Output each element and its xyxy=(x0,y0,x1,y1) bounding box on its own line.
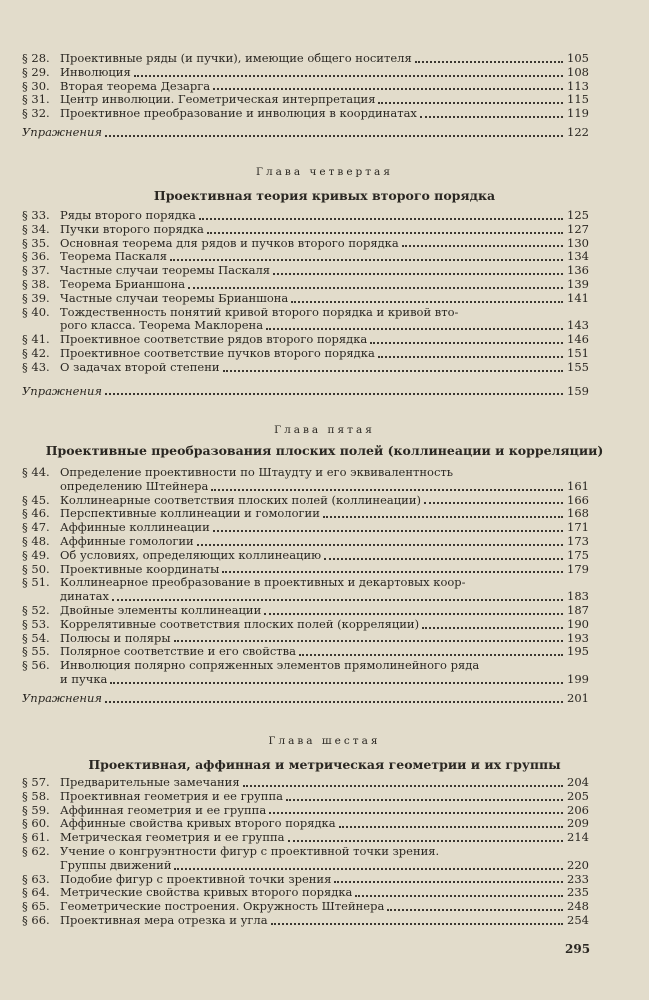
page-number: 199 xyxy=(567,671,589,686)
exercises-label: Упражнения xyxy=(22,691,102,705)
toc-block-chapter-4 xyxy=(22,209,589,398)
toc-entry[interactable] xyxy=(22,576,589,590)
section-number: § 47. xyxy=(22,520,50,535)
dot-leader xyxy=(271,922,563,925)
chapter-title: Проективная, аффинная и метрическая геометрии и их группы xyxy=(88,757,561,772)
dot-leader xyxy=(299,653,563,656)
section-number: § 40. xyxy=(22,304,50,319)
toc-entry[interactable] xyxy=(22,237,589,251)
section-number: § 46. xyxy=(22,506,50,521)
entry-title: Аффинные свойства кривых второго порядка xyxy=(60,817,336,831)
entry-title: Коллинеарные соответствия плоских полей (коллинеации) xyxy=(60,493,421,507)
entry-title: Проективные ряды (и пучки), имеющие общего носителя xyxy=(60,52,412,65)
entry-title: Аффинные коллинеации xyxy=(60,521,210,535)
toc-entry[interactable] xyxy=(22,466,589,480)
entry-title: Полярное соответствие и его свойства xyxy=(60,645,296,659)
entry-title: Полюсы и поляры xyxy=(60,631,171,645)
section-number: § 51. xyxy=(22,575,50,590)
section-number: § 59. xyxy=(22,802,50,817)
dot-leader xyxy=(286,798,563,801)
section-number: § 42. xyxy=(22,345,50,360)
page-number: 235 xyxy=(567,885,589,900)
toc-entry[interactable] xyxy=(22,333,589,347)
dot-leader xyxy=(324,557,563,560)
section-number: § 31. xyxy=(22,92,50,107)
page-number: 195 xyxy=(567,644,589,659)
section-number: § 57. xyxy=(22,775,50,789)
page-number: 143 xyxy=(567,318,589,333)
toc-entry[interactable] xyxy=(22,873,589,887)
entry-title: Вторая теорема Дезарга xyxy=(60,79,211,93)
entry-title: Инволюция xyxy=(60,65,131,79)
dot-leader xyxy=(323,515,563,518)
dot-leader xyxy=(105,392,563,395)
entry-title: Проективная мера отрезка и угла xyxy=(60,913,268,927)
entry-title: Геометрические построения. Окружность Штейнера xyxy=(60,900,385,914)
toc-entry[interactable] xyxy=(22,306,589,320)
page-footer-number: 295 xyxy=(565,942,591,956)
toc-entry[interactable] xyxy=(22,845,589,859)
dot-leader xyxy=(213,529,563,532)
dot-leader xyxy=(188,286,563,289)
entry-title-continuation: определению Штейнера xyxy=(60,479,209,493)
entry-title: Метрические свойства кривых второго порядка xyxy=(60,886,353,900)
page-number: 130 xyxy=(567,235,589,250)
dot-leader xyxy=(339,825,563,828)
dot-leader xyxy=(422,626,563,629)
section-number: § 36. xyxy=(22,249,50,264)
page-number: 201 xyxy=(567,690,589,705)
dot-leader xyxy=(420,115,563,118)
section-number: § 45. xyxy=(22,492,50,507)
dot-leader xyxy=(174,639,563,642)
dot-leader xyxy=(105,700,563,703)
entry-title: Теорема Паскаля xyxy=(60,250,167,264)
section-number: § 39. xyxy=(22,290,50,305)
toc-entry[interactable] xyxy=(22,278,589,292)
section-number: § 53. xyxy=(22,616,50,631)
entry-title: О задачах второй степени xyxy=(60,360,220,374)
page-number: 119 xyxy=(567,106,589,121)
toc-entry[interactable] xyxy=(22,209,589,223)
entry-title-continuation: Группы движений xyxy=(60,858,172,872)
exercises-label: Упражнения xyxy=(22,125,102,139)
section-number: § 64. xyxy=(22,885,50,900)
section-number: § 43. xyxy=(22,359,50,374)
page-number: 233 xyxy=(567,871,589,886)
page-number: 171 xyxy=(567,520,589,535)
dot-leader xyxy=(424,501,563,504)
entry-title: Центр инволюции. Геометрическая интерпретация xyxy=(60,93,376,107)
dot-leader xyxy=(402,244,563,247)
toc-entry-continuation[interactable] xyxy=(22,673,589,687)
dot-leader xyxy=(213,87,563,90)
section-number: § 56. xyxy=(22,658,50,673)
toc-entry-exercises[interactable] xyxy=(22,692,589,706)
toc-block-chapter-5 xyxy=(22,466,589,706)
dot-leader xyxy=(112,598,563,601)
section-number: § 34. xyxy=(22,221,50,236)
page-number: 173 xyxy=(567,533,589,548)
dot-leader xyxy=(174,867,563,870)
chapter-title: Проективные преобразования плоских полей (коллинеации и корреляции) xyxy=(45,443,604,458)
page-number: 125 xyxy=(567,208,589,222)
entry-title: Частные случаи теоремы Паскаля xyxy=(60,264,271,278)
toc-entry[interactable] xyxy=(22,80,589,94)
entry-title: Теорема Брианшона xyxy=(60,277,186,291)
toc-entry[interactable] xyxy=(22,804,589,818)
entry-title: Частные случаи теоремы Брианшона xyxy=(60,291,289,305)
page-number: 187 xyxy=(567,602,589,617)
page-number: 204 xyxy=(567,775,589,789)
entry-title: Аффинные гомологии xyxy=(60,534,194,548)
toc-entry[interactable] xyxy=(22,107,589,121)
chapter-label: Глава пятая xyxy=(274,424,375,436)
page-number: 175 xyxy=(567,547,589,562)
toc-entry[interactable] xyxy=(22,659,589,673)
page-number: 151 xyxy=(567,345,589,360)
entry-title: Тождественность понятий кривой второго порядка и кривой вто- xyxy=(60,305,459,319)
page-number: 105 xyxy=(567,51,589,65)
section-number: § 65. xyxy=(22,899,50,914)
page-number: 254 xyxy=(567,912,589,927)
toc-entry[interactable] xyxy=(22,549,589,563)
dot-leader xyxy=(211,488,563,491)
entry-title-continuation: рого класса. Теорема Маклорена xyxy=(60,319,264,333)
entry-title: Проективные координаты xyxy=(60,562,220,576)
page-number: 205 xyxy=(567,788,589,803)
page-number: 108 xyxy=(567,64,589,79)
entry-title: Определение проективности по Штаудту и его эквивалентность xyxy=(60,466,454,479)
toc-entry[interactable] xyxy=(22,521,589,535)
entry-title: Предварительные замечания xyxy=(60,776,240,789)
section-number: § 41. xyxy=(22,332,50,347)
toc-entry[interactable] xyxy=(22,264,589,278)
dot-leader xyxy=(197,543,563,546)
chapter-title: Проективная теория кривых второго порядка xyxy=(153,188,496,203)
entry-title: Учение о конгруэнтности фигур с проективной точки зрения. xyxy=(60,844,440,858)
toc-entry[interactable] xyxy=(22,347,589,361)
dot-leader xyxy=(378,101,563,104)
dot-leader xyxy=(110,681,563,684)
toc-entry[interactable] xyxy=(22,817,589,831)
section-number: § 60. xyxy=(22,816,50,831)
entry-title: Двойные элементы коллинеации xyxy=(60,603,262,617)
page-number: 141 xyxy=(567,290,589,305)
page-number: 248 xyxy=(567,899,589,914)
toc-entry[interactable] xyxy=(22,914,589,928)
entry-title: Основная теорема для рядов и пучков второго порядка xyxy=(60,236,399,250)
dot-leader xyxy=(264,612,563,615)
toc-entry[interactable] xyxy=(22,618,589,632)
toc-block-chapter-3-tail xyxy=(22,52,589,140)
page-number: 136 xyxy=(567,263,589,278)
section-number: § 33. xyxy=(22,208,50,222)
toc-entry-continuation[interactable] xyxy=(22,480,589,494)
entry-title: Пучки второго порядка xyxy=(60,222,204,236)
page-number: 134 xyxy=(567,249,589,264)
toc-entry[interactable] xyxy=(22,790,589,804)
toc-entry[interactable] xyxy=(22,292,589,306)
section-number: § 61. xyxy=(22,830,50,845)
page-number: 166 xyxy=(567,492,589,507)
section-number: § 52. xyxy=(22,602,50,617)
entry-title: Проективное преобразование и инволюция в координатах xyxy=(60,107,417,121)
toc-entry[interactable] xyxy=(22,604,589,618)
dot-leader xyxy=(387,908,563,911)
exercises-label: Упражнения xyxy=(22,384,102,398)
toc-entry[interactable] xyxy=(22,507,589,521)
page-number: 183 xyxy=(567,589,589,604)
chapter-label: Глава четвертая xyxy=(256,166,393,178)
entry-title: Проективное соответствие рядов второго порядка xyxy=(60,333,368,347)
page-number: 168 xyxy=(567,506,589,521)
entry-title: Проективная геометрия и ее группа xyxy=(60,789,283,803)
toc-entry[interactable] xyxy=(22,563,589,577)
entry-title-continuation: динатах xyxy=(60,590,109,604)
page-number: 206 xyxy=(567,802,589,817)
dot-leader xyxy=(370,341,563,344)
page-number: 220 xyxy=(567,857,589,872)
section-number: § 29. xyxy=(22,64,50,79)
section-number: § 49. xyxy=(22,547,50,562)
section-number: § 30. xyxy=(22,78,50,93)
dot-leader xyxy=(243,784,563,787)
entry-title: Проективное соответствие пучков второго порядка xyxy=(60,346,375,360)
toc-entry[interactable] xyxy=(22,632,589,646)
dot-leader xyxy=(223,369,563,372)
entry-title: Коррелятивные соответствия плоских полей (корреляции) xyxy=(60,617,420,631)
page-number: 122 xyxy=(567,124,589,139)
section-number: § 55. xyxy=(22,644,50,659)
section-number: § 54. xyxy=(22,630,50,645)
page-number: 115 xyxy=(567,92,589,107)
toc-entry[interactable] xyxy=(22,831,589,845)
toc-entry-exercises[interactable] xyxy=(22,126,589,140)
dot-leader xyxy=(355,894,563,897)
toc-entry[interactable] xyxy=(22,776,589,790)
page-number: 146 xyxy=(567,332,589,347)
section-number: § 44. xyxy=(22,465,50,479)
section-number: § 37. xyxy=(22,263,50,278)
section-number: § 50. xyxy=(22,561,50,576)
section-number: § 38. xyxy=(22,276,50,291)
page-number: 161 xyxy=(567,478,589,493)
toc-entry[interactable] xyxy=(22,250,589,264)
page-number: 193 xyxy=(567,630,589,645)
dot-leader xyxy=(105,134,563,137)
section-number: § 62. xyxy=(22,843,50,858)
toc-entry[interactable] xyxy=(22,900,589,914)
entry-title: Об условиях, определяющих коллинеацию xyxy=(60,548,322,562)
section-number: § 28. xyxy=(22,51,50,65)
dot-leader xyxy=(415,60,563,63)
dot-leader xyxy=(291,300,563,303)
dot-leader xyxy=(266,327,563,330)
dot-leader xyxy=(207,231,563,234)
page-number: 214 xyxy=(567,830,589,845)
toc-entry[interactable] xyxy=(22,886,589,900)
toc-entry[interactable] xyxy=(22,645,589,659)
dot-leader xyxy=(199,217,563,220)
entry-title: Ряды второго порядка xyxy=(60,209,196,222)
entry-title: Метрическая геометрия и ее группа xyxy=(60,831,285,845)
page-number: 155 xyxy=(567,359,589,374)
dot-leader xyxy=(170,258,563,261)
toc-entry-continuation[interactable] xyxy=(22,319,589,333)
page-number: 127 xyxy=(567,221,589,236)
page-number: 209 xyxy=(567,816,589,831)
dot-leader xyxy=(273,272,563,275)
toc-entry-exercises[interactable] xyxy=(22,385,589,399)
section-number: § 58. xyxy=(22,788,50,803)
dot-leader xyxy=(222,570,563,573)
entry-title: Коллинеарное преобразование в проективных и декартовых коор- xyxy=(60,576,466,590)
page-number: 159 xyxy=(567,383,589,398)
dot-leader xyxy=(378,355,563,358)
toc-entry-continuation[interactable] xyxy=(22,590,589,604)
entry-title: Инволюция полярно сопряженных элементов прямолинейного ряда xyxy=(60,659,480,673)
toc-entry[interactable] xyxy=(22,52,589,66)
page-number: 139 xyxy=(567,276,589,291)
section-number: § 35. xyxy=(22,235,50,250)
dot-leader xyxy=(334,880,563,883)
toc-entry[interactable] xyxy=(22,223,589,237)
entry-title: Подобие фигур с проективной точки зрения xyxy=(60,872,332,886)
section-number: § 66. xyxy=(22,912,50,927)
toc-entry[interactable] xyxy=(22,535,589,549)
dot-leader xyxy=(134,74,563,77)
page-number: 113 xyxy=(567,78,589,93)
section-number: § 63. xyxy=(22,871,50,886)
chapter-label: Глава шестая xyxy=(268,735,381,747)
dot-leader xyxy=(269,811,563,814)
section-number: § 32. xyxy=(22,106,50,121)
entry-title: Перспективные коллинеации и гомологии xyxy=(60,507,320,521)
toc-entry[interactable] xyxy=(22,361,589,375)
entry-title: Аффинная геометрия и ее группа xyxy=(60,803,267,817)
dot-leader xyxy=(288,839,563,842)
entry-title-continuation: и пучка xyxy=(60,672,108,686)
toc-block-chapter-6 xyxy=(22,776,589,928)
section-number: § 48. xyxy=(22,533,50,548)
page-number: 190 xyxy=(567,616,589,631)
page-number: 179 xyxy=(567,561,589,576)
toc-entry[interactable] xyxy=(22,494,589,508)
toc-entry[interactable] xyxy=(22,93,589,107)
toc-entry[interactable] xyxy=(22,66,589,80)
toc-entry-continuation[interactable] xyxy=(22,859,589,873)
